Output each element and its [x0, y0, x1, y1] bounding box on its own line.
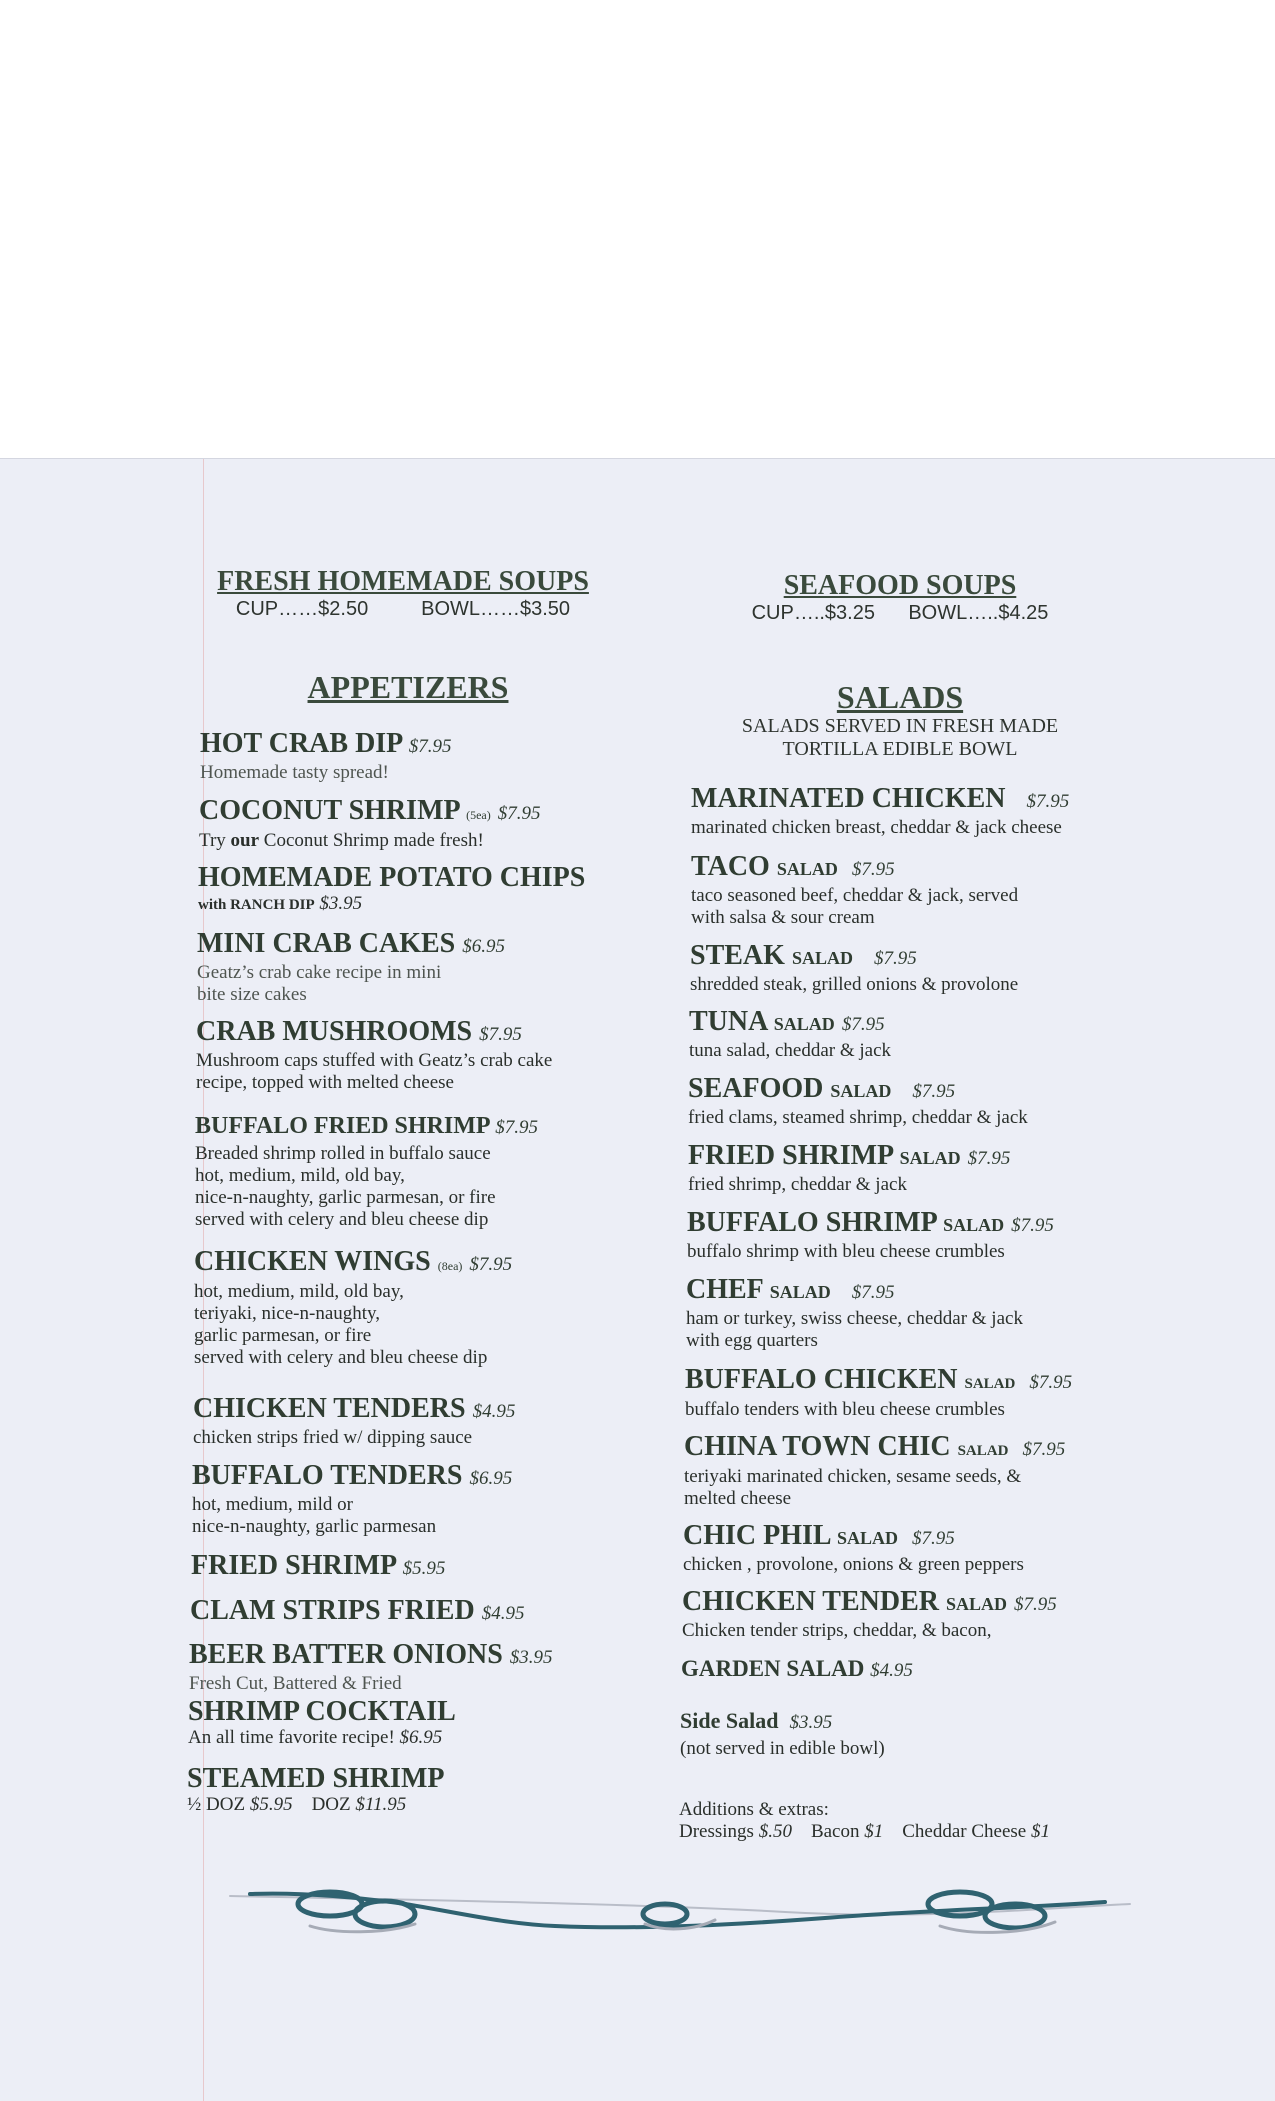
- item-name: COCONUT SHRIMP: [199, 795, 460, 826]
- appetizer-item: [197, 929, 505, 1006]
- item-note: (8ea): [437, 1259, 463, 1273]
- seafood-soups-header: [730, 571, 1070, 625]
- item-desc: tuna salad, cheddar & jack: [689, 1040, 892, 1061]
- appetizer-item: [196, 1017, 552, 1094]
- item-price: $7.95: [873, 948, 917, 969]
- item-name: CHEF: [686, 1274, 763, 1305]
- item-name: SHRIMP COCKTAIL: [188, 1696, 456, 1727]
- item-desc: shredded steak, grilled onions & provolone: [690, 974, 1019, 995]
- item-note: (5ea): [466, 808, 491, 822]
- item-price: $4.95: [870, 1660, 913, 1681]
- appetizer-item: [191, 1551, 445, 1584]
- item-name: Side Salad: [680, 1708, 779, 1733]
- item-price: $4.95: [472, 1401, 516, 1422]
- item-price: $7.95: [1026, 791, 1070, 812]
- item-name: CHICKEN TENDERS: [193, 1393, 466, 1424]
- item-price: $7.95: [479, 1024, 522, 1045]
- item-price: $7.95: [495, 1117, 538, 1138]
- soups-header: [208, 567, 598, 621]
- item-price: $7.95: [1022, 1439, 1066, 1460]
- appetizer-item: [188, 1697, 456, 1749]
- appetizer-item: [199, 796, 540, 852]
- item-name: FRIED SHRIMP: [191, 1550, 396, 1581]
- item-name: CLAM STRIPS FRIED: [190, 1595, 475, 1626]
- item-desc: fried shrimp, cheddar & jack: [688, 1174, 907, 1195]
- seafood-soups-cup: CUP…..$3.25: [751, 602, 875, 624]
- salad-item: CHIC PHIL SALAD $7.95 chicken , provolone, onions & green peppers: [683, 1520, 1024, 1575]
- item-name: MARINATED CHICKEN: [691, 783, 1006, 814]
- appetizer-item: [190, 1596, 524, 1629]
- salad-item: SEAFOOD SALAD $7.95 fried clams, steamed shrimp, cheddar & jack: [688, 1073, 1028, 1128]
- item-desc: with RANCH DIP $3.95: [198, 893, 363, 914]
- appetizer-item: [189, 1640, 553, 1695]
- item-name: MINI CRAB CAKES: [197, 928, 456, 959]
- item-price: $7.95: [841, 1014, 885, 1035]
- item-desc: buffalo shrimp with bleu cheese crumbles: [687, 1241, 1005, 1262]
- appetizer-item: [193, 1394, 515, 1449]
- appetizers-header: [208, 670, 608, 704]
- item-price: $7.95: [912, 1528, 955, 1549]
- swirl-divider-icon: [225, 1874, 1135, 1954]
- item-price: $7.95: [1014, 1594, 1057, 1615]
- item-desc: chicken strips fried w/ dipping sauce: [193, 1427, 473, 1448]
- item-name: HOMEMADE POTATO CHIPS: [198, 862, 586, 893]
- soups-title: FRESH HOMEMADE SOUPS: [217, 566, 589, 597]
- appetizer-item: [194, 1247, 512, 1369]
- extras-title: Additions & extras:: [679, 1799, 829, 1820]
- appetizer-item: [187, 1764, 444, 1816]
- item-name: CRAB MUSHROOMS: [196, 1016, 473, 1047]
- salad-item: CHICKEN TENDER SALAD $7.95 Chicken tender strips, cheddar, & bacon,: [682, 1586, 1057, 1641]
- item-price: $7.95: [408, 736, 452, 757]
- item-desc: hot, medium, mild, old bay, teriyaki, nice-n-naughty, garlic parmesan, or fire served with celery and bleu cheese dip: [194, 1281, 488, 1368]
- item-price: $5.95: [402, 1558, 446, 1579]
- salad-item: CHEF SALAD $7.95 ham or turkey, swiss cheese, cheddar & jack with egg quarters: [686, 1274, 1023, 1351]
- item-name: CHIC PHIL: [683, 1520, 831, 1551]
- item-name: HOT CRAB DIP: [200, 728, 402, 759]
- item-name: STEAMED SHRIMP: [187, 1763, 445, 1794]
- item-desc: (not served in edible bowl): [680, 1738, 885, 1759]
- soups-cup: CUP……$2.50: [235, 598, 369, 620]
- salads-sub2: TORTILLA EDIBLE BOWL: [782, 738, 1018, 760]
- salad-item: [691, 784, 1069, 839]
- item-desc: chicken , provolone, onions & green peppers: [683, 1554, 1024, 1575]
- item-desc: marinated chicken breast, cheddar & jack cheese: [691, 817, 1062, 838]
- item-name: SEAFOOD: [688, 1073, 824, 1104]
- item-desc: ½ DOZ $5.95 DOZ $11.95: [187, 1794, 407, 1815]
- item-desc: taco seasoned beef, cheddar & jack, served with salsa & sour cream: [691, 885, 1019, 928]
- item-name: BUFFALO CHICKEN: [685, 1364, 958, 1395]
- salad-item: FRIED SHRIMP SALAD $7.95 fried shrimp, cheddar & jack: [688, 1140, 1011, 1195]
- extras-list: Dressings $.50 Bacon $1 Cheddar Cheese $1: [679, 1821, 1050, 1842]
- salad-item: [680, 1706, 885, 1760]
- item-name: STEAK: [690, 940, 785, 971]
- item-price: $4.95: [481, 1603, 525, 1624]
- item-price: $7.95: [469, 1254, 513, 1275]
- salad-item: CHINA TOWN CHIC SALAD $7.95 teriyaki marinated chicken, sesame seeds, & melted cheese: [684, 1431, 1066, 1509]
- item-desc: Mushroom caps stuffed with Geatz’s crab cake recipe, topped with melted cheese: [196, 1050, 553, 1093]
- item-desc: fried clams, steamed shrimp, cheddar & jack: [688, 1107, 1028, 1128]
- item-desc: ham or turkey, swiss cheese, cheddar & jack with egg quarters: [686, 1308, 1023, 1351]
- item-desc: buffalo tenders with bleu cheese crumbles: [685, 1399, 1005, 1420]
- item-price: $3.95: [789, 1712, 833, 1733]
- item-name: CHICKEN WINGS: [194, 1246, 431, 1277]
- soups-prices: [208, 597, 598, 621]
- salad-item: [681, 1654, 913, 1686]
- item-price: $7.95: [967, 1148, 1011, 1169]
- menu-sheet: [0, 458, 1275, 2101]
- salads-title: SALADS: [836, 679, 964, 715]
- item-desc: Try our Coconut Shrimp made fresh!: [199, 830, 484, 851]
- item-name: GARDEN SALAD: [681, 1656, 865, 1681]
- item-price: $7.95: [851, 859, 895, 880]
- appetizer-item: [200, 729, 452, 784]
- salad-item: STEAK SALAD $7.95 shredded steak, grilled onions & provolone: [690, 940, 1019, 995]
- salads-sub1: SALADS SERVED IN FRESH MADE: [741, 715, 1059, 737]
- item-price: $7.95: [912, 1081, 956, 1102]
- item-name: TUNA: [689, 1006, 767, 1037]
- item-name: BUFFALO SHRIMP: [687, 1207, 937, 1238]
- item-desc: Fresh Cut, Battered & Fried: [189, 1673, 402, 1694]
- salad-item: BUFFALO CHICKEN SALAD $7.95 buffalo tenders with bleu cheese crumbles: [685, 1364, 1073, 1420]
- item-price: $7.95: [1029, 1372, 1073, 1393]
- item-name: BUFFALO TENDERS: [192, 1460, 463, 1491]
- item-price: $7.95: [497, 803, 541, 824]
- appetizer-item: [195, 1111, 538, 1231]
- item-desc: hot, medium, mild or nice-n-naughty, garlic parmesan: [192, 1494, 437, 1537]
- item-name: BUFFALO FRIED SHRIMP: [195, 1113, 490, 1139]
- item-desc: Homemade tasty spread!: [200, 762, 389, 783]
- seafood-soups-bowl: BOWL…..$4.25: [908, 602, 1049, 624]
- item-desc: Breaded shrimp rolled in buffalo sauce hot, medium, mild, old bay, nice-n-naughty, garlic parmesan, or fire served with celery and bleu cheese dip: [195, 1143, 496, 1230]
- salad-item: TACO SALAD $7.95 taco seasoned beef, cheddar & jack, served with salsa & sour cream: [691, 851, 1019, 928]
- item-desc: An all time favorite recipe! $6.95: [188, 1727, 443, 1748]
- item-name: CHINA TOWN CHIC: [684, 1431, 951, 1462]
- item-name: TACO: [691, 851, 770, 882]
- item-desc: Geatz’s crab cake recipe in mini bite size cakes: [197, 962, 442, 1005]
- seafood-soups-prices: [730, 601, 1070, 625]
- item-desc: teriyaki marinated chicken, sesame seeds, & melted cheese: [684, 1466, 1022, 1509]
- item-price: $6.95: [462, 936, 505, 957]
- item-price: $6.95: [469, 1468, 513, 1489]
- item-price: $3.95: [509, 1647, 553, 1668]
- salads-header: [700, 679, 1100, 761]
- seafood-soups-title: SEAFOOD SOUPS: [783, 570, 1017, 601]
- item-name: FRIED SHRIMP: [688, 1140, 893, 1171]
- appetizer-item: [192, 1461, 512, 1538]
- soups-bowl: BOWL……$3.50: [421, 598, 571, 620]
- appetizers-title: APPETIZERS: [307, 669, 509, 705]
- item-price: $7.95: [851, 1282, 895, 1303]
- appetizer-item: [198, 863, 585, 916]
- item-price: $7.95: [1011, 1215, 1054, 1236]
- salad-item: TUNA SALAD $7.95 tuna salad, cheddar & jack: [689, 1006, 892, 1061]
- salad-item: BUFFALO SHRIMP SALAD $7.95 buffalo shrimp with bleu cheese crumbles: [687, 1207, 1054, 1262]
- extras: [679, 1799, 1050, 1843]
- item-desc: Chicken tender strips, cheddar, & bacon,: [682, 1620, 992, 1641]
- item-name: BEER BATTER ONIONS: [189, 1639, 503, 1670]
- item-name: CHICKEN TENDER: [682, 1586, 939, 1617]
